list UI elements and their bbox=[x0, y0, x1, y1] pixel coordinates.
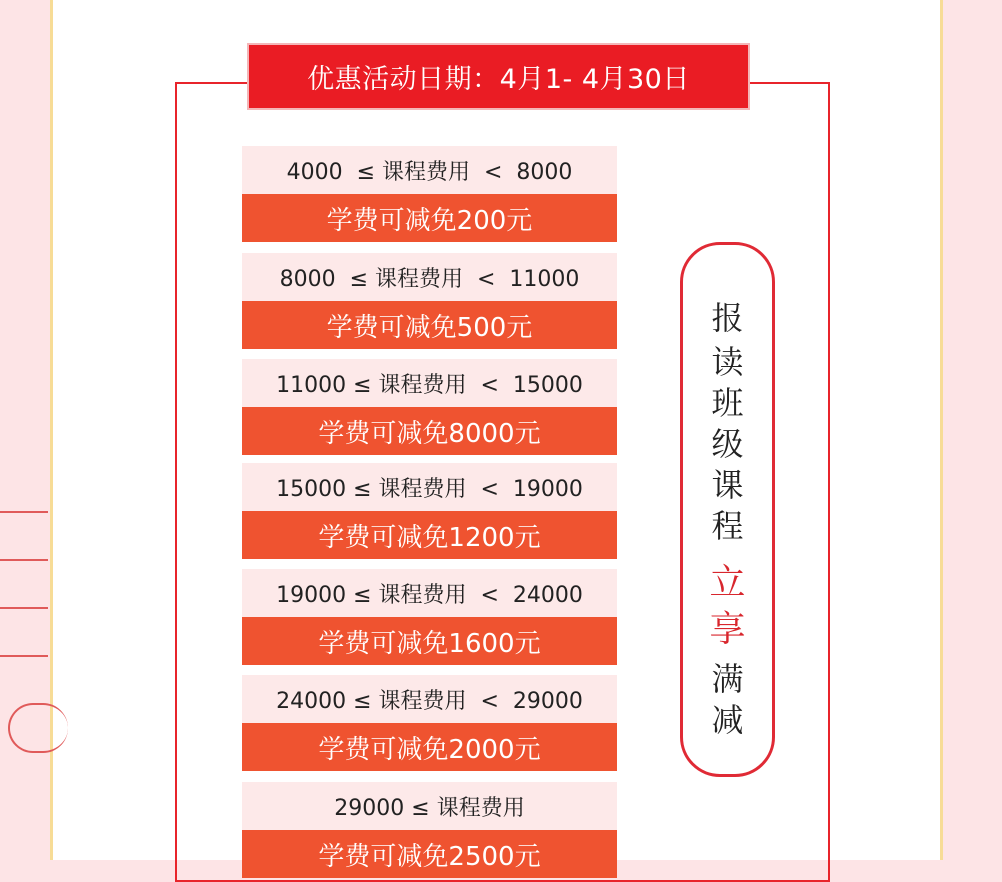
discount-tier bbox=[242, 463, 617, 559]
tier-condition: 4000 ≤ 课程费用 < 8000 bbox=[242, 146, 617, 194]
discount-tier bbox=[242, 359, 617, 455]
decor-line bbox=[0, 607, 48, 609]
side-label-char: 程 bbox=[711, 507, 744, 545]
side-label-char: 满 bbox=[711, 660, 744, 698]
side-label-char: 减 bbox=[711, 701, 744, 739]
tier-condition: 19000 ≤ 课程费用 < 24000 bbox=[242, 569, 617, 617]
discount-tier bbox=[242, 146, 617, 242]
tier-condition: 15000 ≤ 课程费用 < 19000 bbox=[242, 463, 617, 511]
tier-discount: 学费可减免1600元 bbox=[242, 617, 617, 665]
tier-condition: 24000 ≤ 课程费用 < 29000 bbox=[242, 675, 617, 723]
decor-line bbox=[0, 559, 48, 561]
tier-condition: 11000 ≤ 课程费用 < 15000 bbox=[242, 359, 617, 407]
discount-tier bbox=[242, 675, 617, 771]
side-label-char: 级 bbox=[711, 425, 744, 463]
side-label-char: 报 bbox=[711, 299, 744, 337]
tier-discount: 学费可减免2500元 bbox=[242, 830, 617, 878]
tier-discount: 学费可减免8000元 bbox=[242, 407, 617, 455]
promo-date-banner: 优惠活动日期：4月1- 4月30日 bbox=[247, 43, 750, 110]
decor-line bbox=[0, 511, 48, 513]
tier-condition: 29000 ≤ 课程费用 bbox=[242, 782, 617, 830]
side-label-highlight-char: 立 bbox=[709, 562, 746, 603]
tier-discount: 学费可减免1200元 bbox=[242, 511, 617, 559]
decor-line bbox=[0, 655, 48, 657]
discount-tier bbox=[242, 782, 617, 878]
tier-discount: 学费可减免2000元 bbox=[242, 723, 617, 771]
tier-condition: 8000 ≤ 课程费用 < 11000 bbox=[242, 253, 617, 301]
discount-tier bbox=[242, 569, 617, 665]
discount-tier bbox=[242, 253, 617, 349]
side-label-char: 班 bbox=[711, 384, 744, 422]
side-label-char: 课 bbox=[711, 466, 744, 504]
tier-discount: 学费可减免500元 bbox=[242, 301, 617, 349]
side-label-highlight-char: 享 bbox=[709, 609, 746, 650]
side-label-char: 读 bbox=[711, 343, 744, 381]
tier-discount: 学费可减免200元 bbox=[242, 194, 617, 242]
decor-arc bbox=[8, 703, 68, 753]
side-label-box bbox=[680, 242, 775, 777]
